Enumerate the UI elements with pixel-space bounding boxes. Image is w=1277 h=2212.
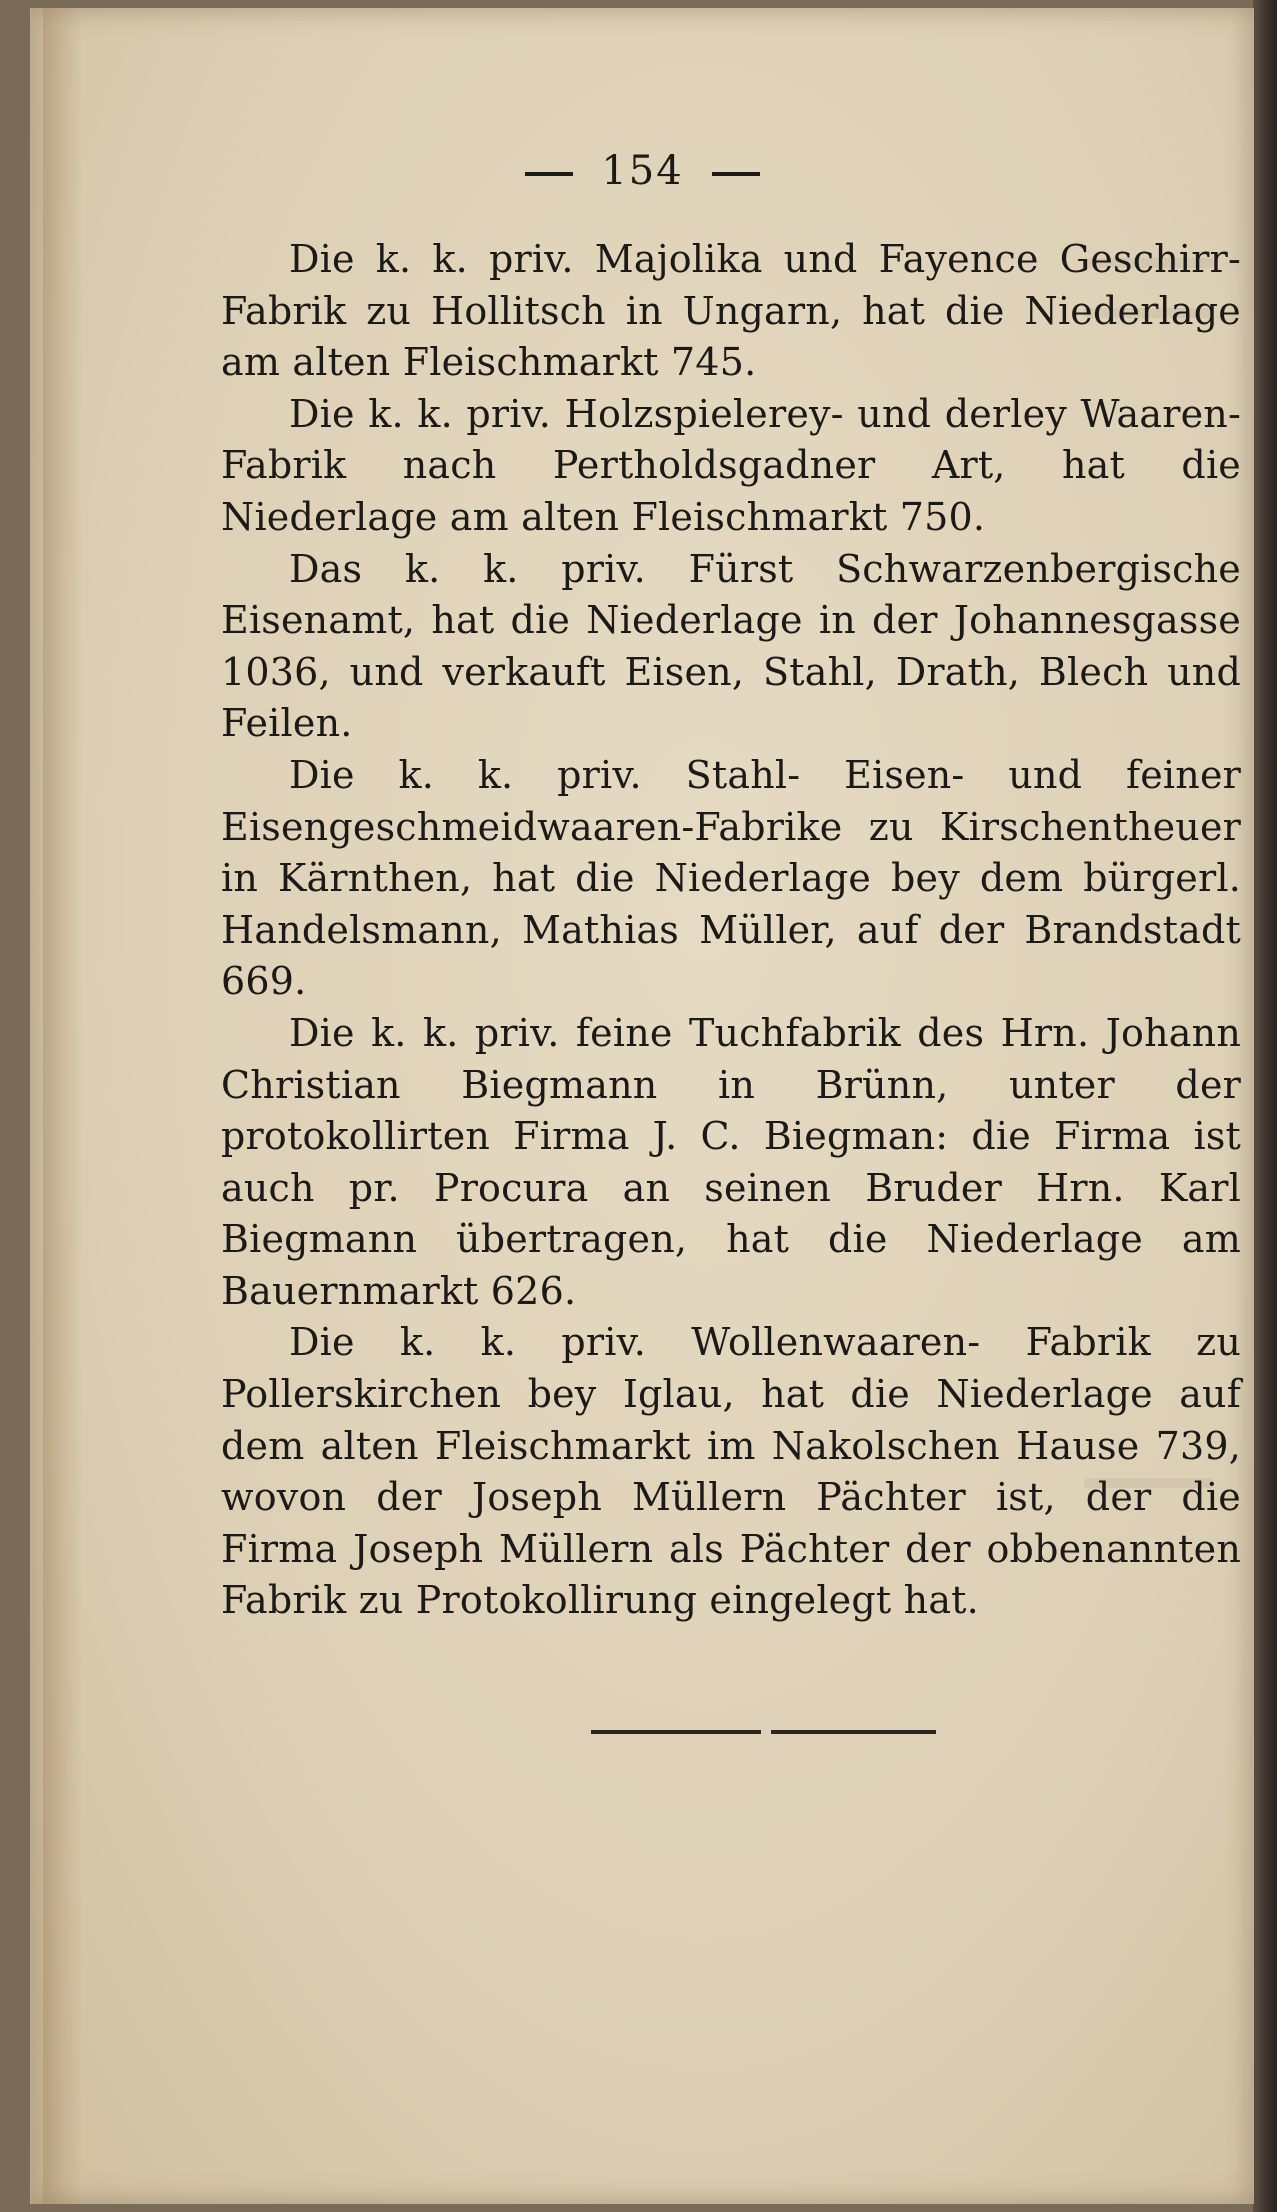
page-header (31, 148, 1254, 194)
paragraph: Die k. k. priv. Holzspielerey- und derley Waaren-Fabrik nach Pertholdsgadner Art, hat die Niederlage am alten Fleischmarkt 750. (221, 391, 1241, 539)
closing-rule-left (591, 1730, 761, 1734)
paragraph: Die k. k. priv. Majolika und Fayence Geschirr-Fabrik zu Hollitsch in Ungarn, hat die Niederlage am alten Fleischmarkt 745. (221, 237, 1241, 385)
paragraph: Die k. k. priv. Wollenwaaren- Fabrik zu Pollerskirchen bey Iglau, hat die Niederlage auf dem alten Fleischmarkt im Nakolschen Hause 739, wovon der Joseph Müllern Pächter ist, der die Firma Joseph Müllern als Pächter der obbenannten Fabrik zu Protokollirung eingelegt hat. (221, 1320, 1241, 1623)
paragraph: Das k. k. priv. Fürst Schwarzenbergische Eisenamt, hat die Niederlage in der Johannesgasse 1036, und verkauft Eisen, Stahl, Drath, Blech und Feilen. (221, 546, 1241, 746)
page-gutter-shadow (43, 8, 83, 2204)
header-dash-right (712, 172, 760, 176)
body-text (221, 234, 1241, 1627)
page-number: 154 (601, 148, 684, 194)
header-dash-left (525, 172, 573, 176)
paragraph: Die k. k. priv. feine Tuchfabrik des Hrn. Johann Christian Biegmann in Brünn, unter der protokollirten Firma J. C. Biegman: die Firma ist auch pr. Procura an seinen Bruder Hrn. Karl Biegmann übertragen, hat die Niederlage am Bauernmarkt 626. (221, 1010, 1241, 1313)
paragraph: Die k. k. priv. Stahl- Eisen- und feiner Eisengeschmeidwaaren-Fabrike zu Kirschentheuer in Kärnthen, hat die Niederlage bey dem bürgerl. Handelsmann, Mathias Müller, auf der Brandstadt 669. (221, 752, 1241, 1004)
book-spine-edge (1253, 0, 1277, 2212)
book-page (30, 8, 1254, 2204)
closing-rule-right (771, 1730, 936, 1734)
